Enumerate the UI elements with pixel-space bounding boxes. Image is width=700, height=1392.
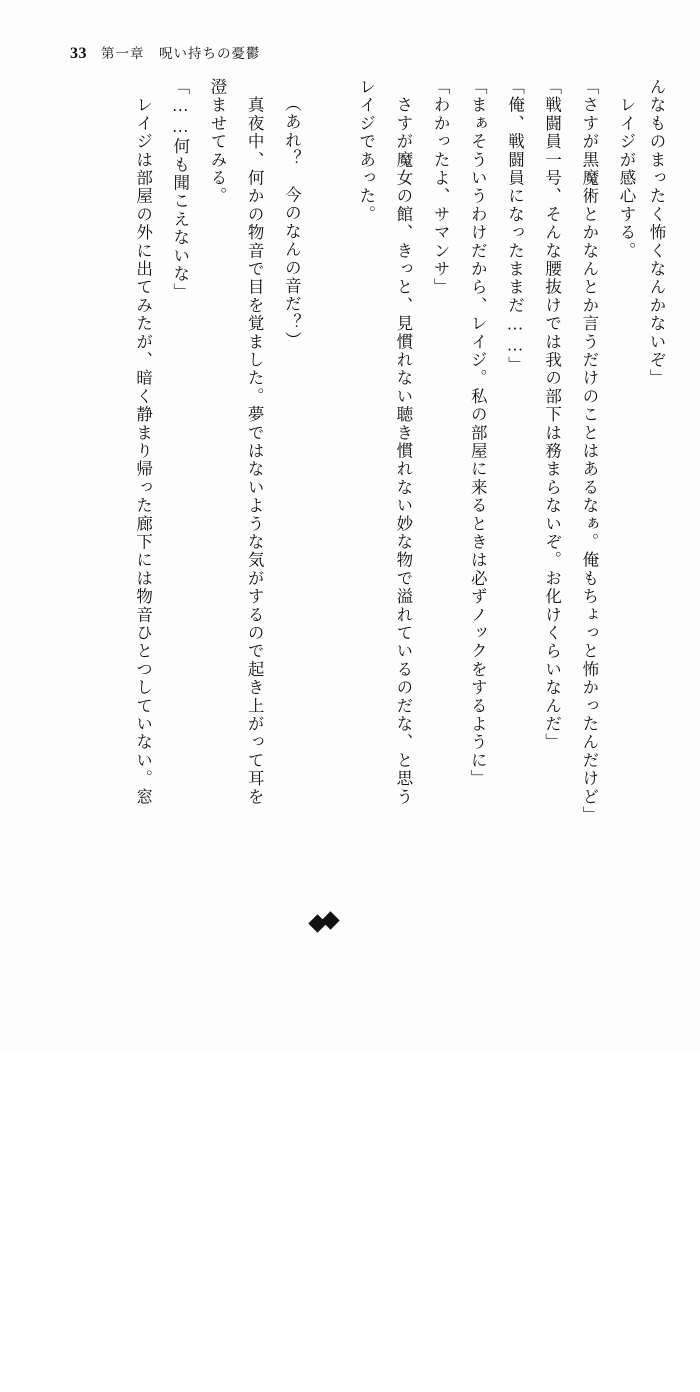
- text-column: さすが魔女の館、きっと、見慣れない聴き慣れない妙な物で溢れているのだな、と思う: [393, 78, 413, 806]
- text-column: レイジは部屋の外に出てみたが、暗く静まり帰った廊下には物音ひとつしていない。窓: [133, 78, 153, 806]
- text-column: 真夜中、何かの物音で目を覚ました。夢ではないような気がするので起き上がって耳を: [245, 78, 265, 806]
- vertical-text-body: [52, 78, 664, 1022]
- page-number: 33: [70, 45, 87, 62]
- text-column: 「戦闘員一号、そんな腰抜けでは我の部下は務まらないぞ。お化けくらいなんだ」: [542, 78, 562, 752]
- text-column: 「まぁそういうわけだから、レイジ。私の部屋に来るときは必ずノックをするように」: [468, 78, 488, 788]
- chapter-title: 第一章 呪い持ちの憂鬱: [101, 46, 261, 61]
- scene-break-ornament: [307, 78, 337, 1392]
- text-column: 「さすが黒魔術とかなんとか言うだけのことはあるなぁ。俺もちょっと怖かったんだけど」: [579, 78, 599, 825]
- text-column: 「俺、戦闘員になったままだ……」: [505, 78, 525, 375]
- text-column: レイジが感心する。: [617, 78, 636, 260]
- text-column: レイジであった。: [356, 78, 376, 224]
- text-column: 「わかったよ、サマンサ」: [431, 78, 451, 297]
- running-head: [70, 42, 261, 63]
- text-column: （あれ？ 今のなんの音だ？）: [282, 95, 302, 350]
- text-column: 澄ませてみる。: [207, 78, 227, 206]
- text-column: んなものまったく怖くなんかないぞ」: [647, 78, 666, 388]
- text-column: 「……何も聞こえないな」: [170, 78, 190, 302]
